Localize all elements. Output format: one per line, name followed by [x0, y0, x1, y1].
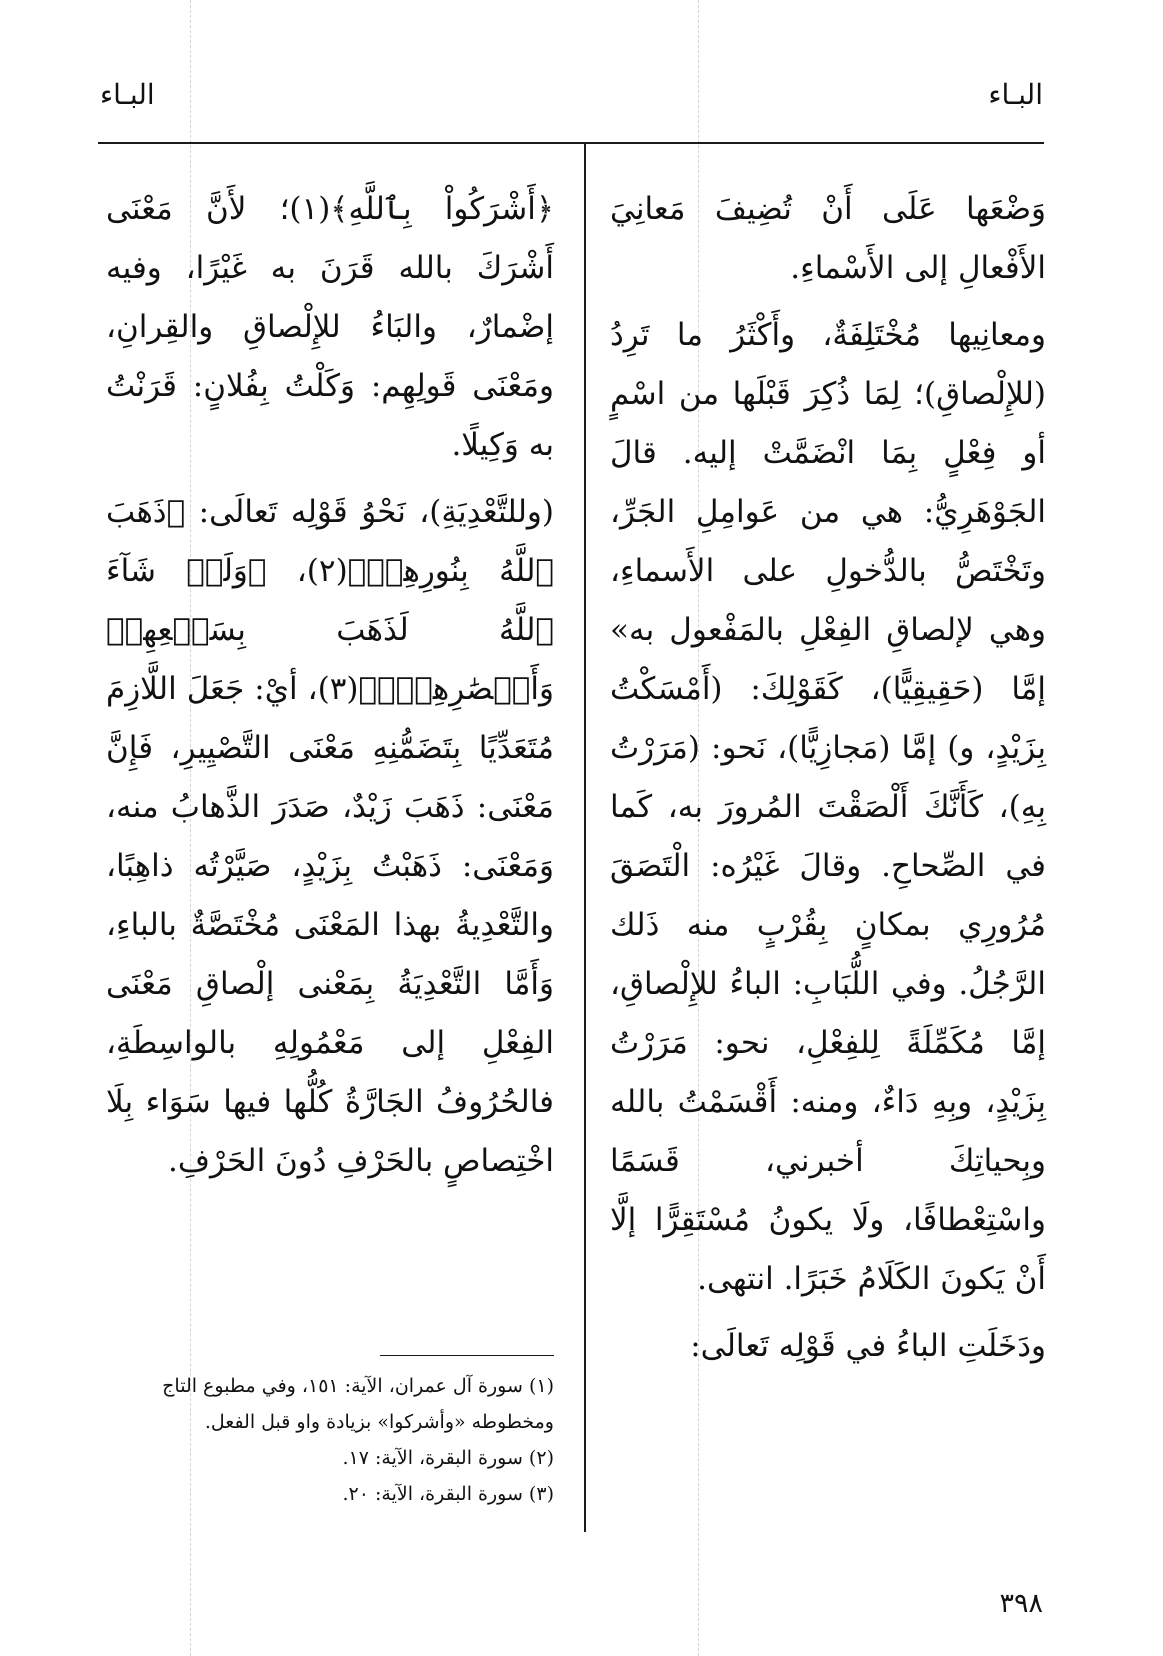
column-divider — [584, 144, 586, 1532]
paragraph: ﴿أَشْرَكُواْ بِٱللَّهِ﴾(١)؛ لأَنَّ مَعْنَى أَشْرَكَ بالله قَرَنَ به غَيْرًا، وفيه إضْمارٌ، والبَاءُ للإِلْصاقِ والقِرانِ، ومَعْنَى قَولِهِم: وَكَلْتُ بِفُلانٍ: قَرَنْتُ به وَكِيلًا. — [106, 191, 554, 463]
footnote: (٢) سورة البقرة، الآية: ١٧. — [342, 1447, 554, 1469]
paragraph: وَضْعَها عَلَى أَنْ تُضِيفَ مَعانِيَ الأَفْعالِ إلى الأَسْماءِ. — [610, 191, 1046, 286]
header-rule — [98, 142, 1044, 144]
paragraph: ودَخَلَتِ الباءُ في قَوْلِه تَعالَى: — [690, 1328, 1046, 1364]
right-text-column — [610, 180, 1046, 1376]
footnote: (١) سورة آل عمران، الآية: ١٥١، وفي مطبوع التاج ومخطوطه «وأشركوا» بزيادة واو قبل الفعل. — [162, 1375, 554, 1433]
paragraph: ومعانِيها مُخْتَلِفَةٌ، وأَكْثَرُ ما تَرِدُ (للإِلْصاقِ)؛ لِمَا ذُكِرَ قَبْلَها من اسْمٍ أو فِعْلٍ بِمَا انْضَمَّتْ إليه. قالَ الجَوْهَرِيُّ: هي من عَوامِلِ الجَرِّ، وتَخْتَصُّ بالدُّخولِ على الأَسماءِ، وهي لإلصاقِ الفِعْلِ بالمَفْعول به» إمَّا (حَقِيقِيًّا)، كَقَوْلِكَ: (أَمْسَكْتُ بِزَيْدٍ، و) إمَّا (مَجازِيًّا)، نَحو: (مَرَرْتُ بِهِ)، كَأَنَّكَ أَلْصَقْتَ المُرورَ به، كَما في الصِّحاحِ. وقالَ غَيْرُه: الْتَصَقَ مُرُورِي بمكانٍ بِقُرْبٍ منه ذَلك الرَّجُلُ. وفي اللُّبَابِ: الباءُ للإِلْصاقِ، إمَّا مُكَمِّلَةً لِلفِعْلِ، نحو: مَرَرْتُ بِزَيْدٍ، وبِهِ دَاءٌ، ومنه: أَقْسَمْتُ بالله وبِحياتِكَ أخبرني، قَسَمًا واسْتِعْطافًا، ولَا يكونُ مُسْتَقِرًّا إلَّا أَنْ يَكونَ الكَلَامُ خَبَرًا. انتهى. — [610, 317, 1046, 1297]
left-text-column — [106, 180, 554, 1191]
footnotes — [106, 1368, 554, 1512]
footnote-separator — [380, 1355, 554, 1356]
page-number: ٣٩٨ — [999, 1588, 1043, 1619]
running-head-left: البـاء — [100, 78, 155, 111]
footnote: (٣) سورة البقرة، الآية: ٢٠. — [342, 1483, 554, 1505]
running-head-right: البـاء — [988, 78, 1043, 111]
paragraph: (وللتَّعْدِيَةِ)، نَحْوُ قَوْلِه تَعالَى: ﴿ذَهَبَ ٱللَّهُ بِنُورِهِمۡ﴾(٢)، ﴿وَلَوۡ شَآءَ ٱللَّهُ لَذَهَبَ بِسَمۡعِهِمۡ وَأَبۡصَٰرِهِمۡۚ﴾(٣)، أيْ: جَعَلَ اللَّازِمَ مُتَعَدِّيًا بِتَضَمُّنِهِ مَعْنَى التَّصْيِيرِ، فَإِنَّ مَعْنَى: ذَهَبَ زَيْدٌ، صَدَرَ الذَّهابُ منه، وَمَعْنَى: ذَهَبْتُ بِزَيْدٍ، صَيَّرْتُه ذاهِبًا، والتَّعْدِيةُ بهذا المَعْنَى مُخْتَصَّةٌ بالباءِ، وَأَمَّا التَّعْدِيَةُ بِمَعْنى إلْصاقِ مَعْنَى الفِعْلِ إلى مَعْمُولِهِ بالواسِطَةِ، فالحُرُوفُ الجَارَّةُ كُلُّها فيها سَوَاء بِلَا اخْتِصاصٍ بالحَرْفِ دُونَ الحَرْفِ. — [106, 494, 554, 1179]
